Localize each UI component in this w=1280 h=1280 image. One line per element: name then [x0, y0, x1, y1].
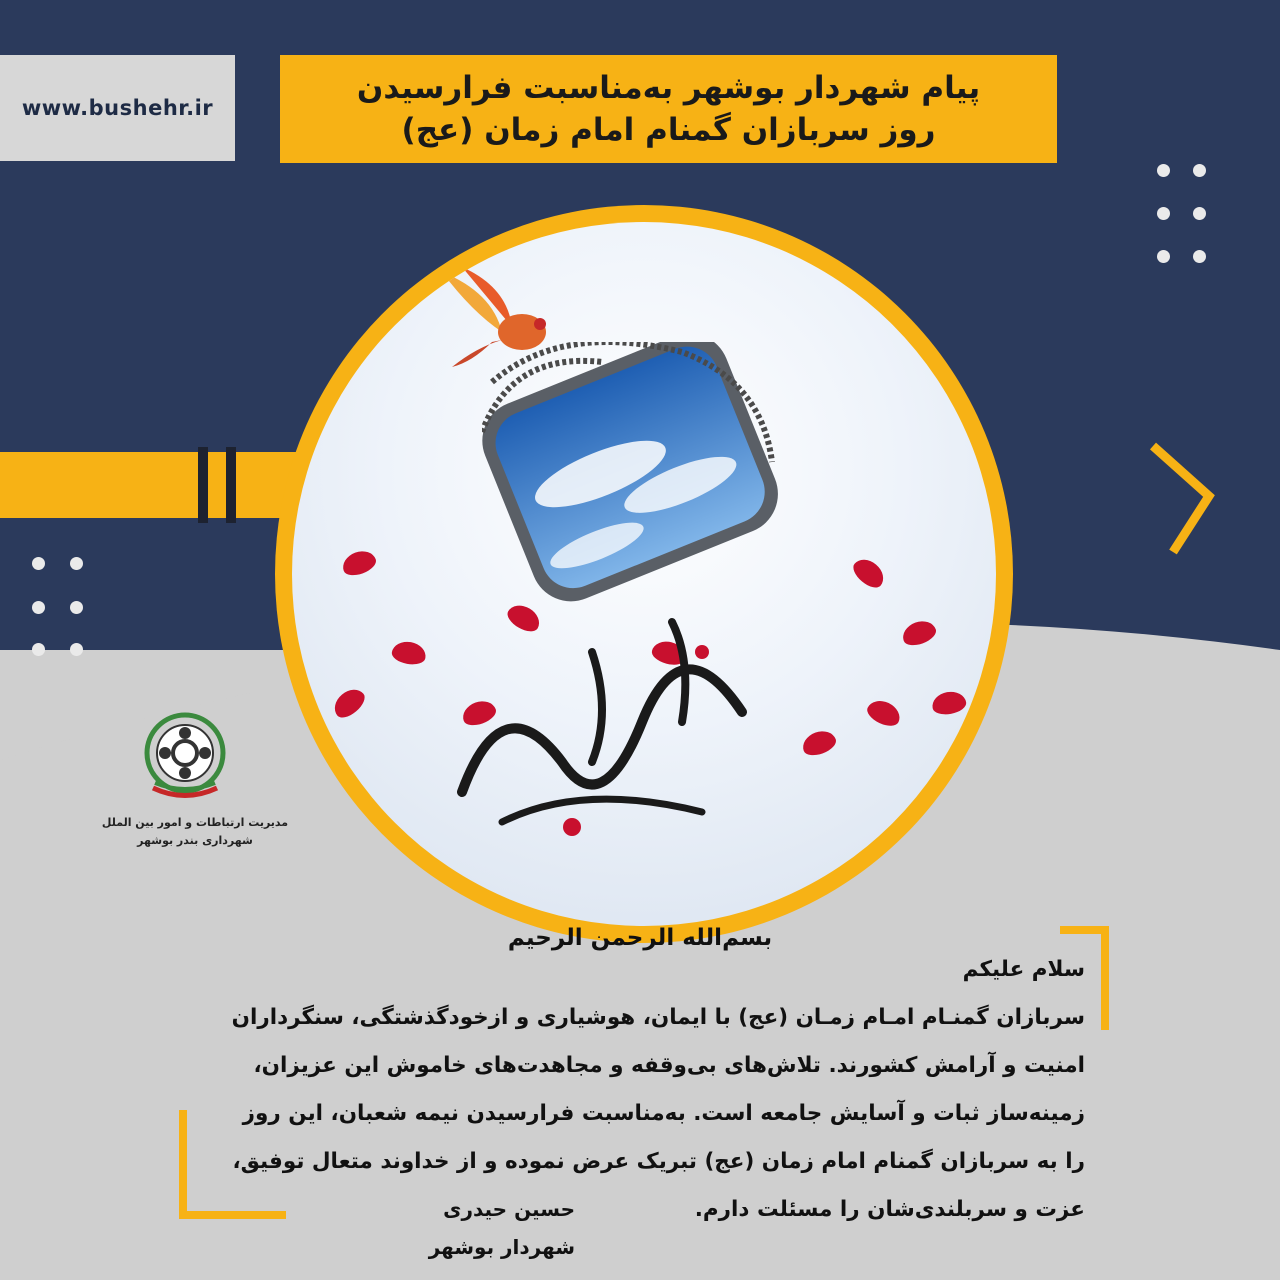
- title-line-2: روز سربازان گمنام امام زمان (عج): [401, 112, 936, 148]
- dot-grid-left: [32, 557, 88, 657]
- greeting: سلام علیکم: [962, 957, 1085, 982]
- calligraphy-artwork: [442, 562, 782, 862]
- message-line: امنیت و آرامش کشورند. تلاش‌های بی‌وقفه و مجاهدت‌های خاموش این عزیزان،: [253, 1053, 1085, 1078]
- organization-line-1: مدیریت ارتباطات و امور بین الملل: [101, 816, 289, 829]
- title-banner: [280, 55, 1057, 163]
- petal: [930, 689, 967, 717]
- petal: [390, 639, 427, 667]
- petal: [799, 727, 838, 759]
- message-body: [205, 946, 1085, 1234]
- message-line: را به سربازان گمنام امام زمان (عج) تبریک عرض نموده و از خداوند متعال توفیق،: [232, 1149, 1085, 1174]
- signature-role: شهردار بوشهر: [428, 1235, 575, 1259]
- poster-image: [292, 222, 996, 926]
- petal: [849, 554, 889, 593]
- petal: [339, 547, 378, 579]
- calligraphy-text: سربازان گمنام امام: [652, 692, 661, 693]
- magnifier-handle: [0, 452, 300, 518]
- organization-name: [100, 814, 290, 850]
- basmala: بسم‌الله الرحمن الرحیم: [507, 925, 773, 951]
- petal: [899, 617, 938, 649]
- message-line: زمینه‌ساز ثبات و آسایش جامعه است. به‌مناسبت فرارسیدن نیمه شعبان، این روز: [242, 1101, 1085, 1126]
- handle-stripe: [198, 447, 208, 523]
- petal: [864, 696, 904, 730]
- handle-stripe: [226, 447, 236, 523]
- chevron-right-icon: [1145, 440, 1225, 560]
- dot-grid-top-right: [1157, 164, 1213, 264]
- signature-name: حسین حیدری: [443, 1197, 575, 1221]
- website-box: [0, 55, 235, 161]
- message-line: عزت و سربلندی‌شان را مسئلت دارم.: [694, 1197, 1085, 1222]
- municipality-logo: [133, 703, 237, 807]
- website-url[interactable]: www.bushehr.ir: [21, 96, 214, 120]
- organization-line-2: شهرداری بندر بوشهر: [137, 834, 253, 847]
- petal: [329, 684, 369, 723]
- signature: [405, 1190, 575, 1266]
- message-line: سربازان گمنـام امـام زمـان (عج) با ایمان، هوشیاری و ازخودگذشتگی، سنگرداران: [231, 1005, 1085, 1030]
- title-line-1: پیام شهردار بوشهر به‌مناسبت فرارسیدن: [356, 70, 981, 106]
